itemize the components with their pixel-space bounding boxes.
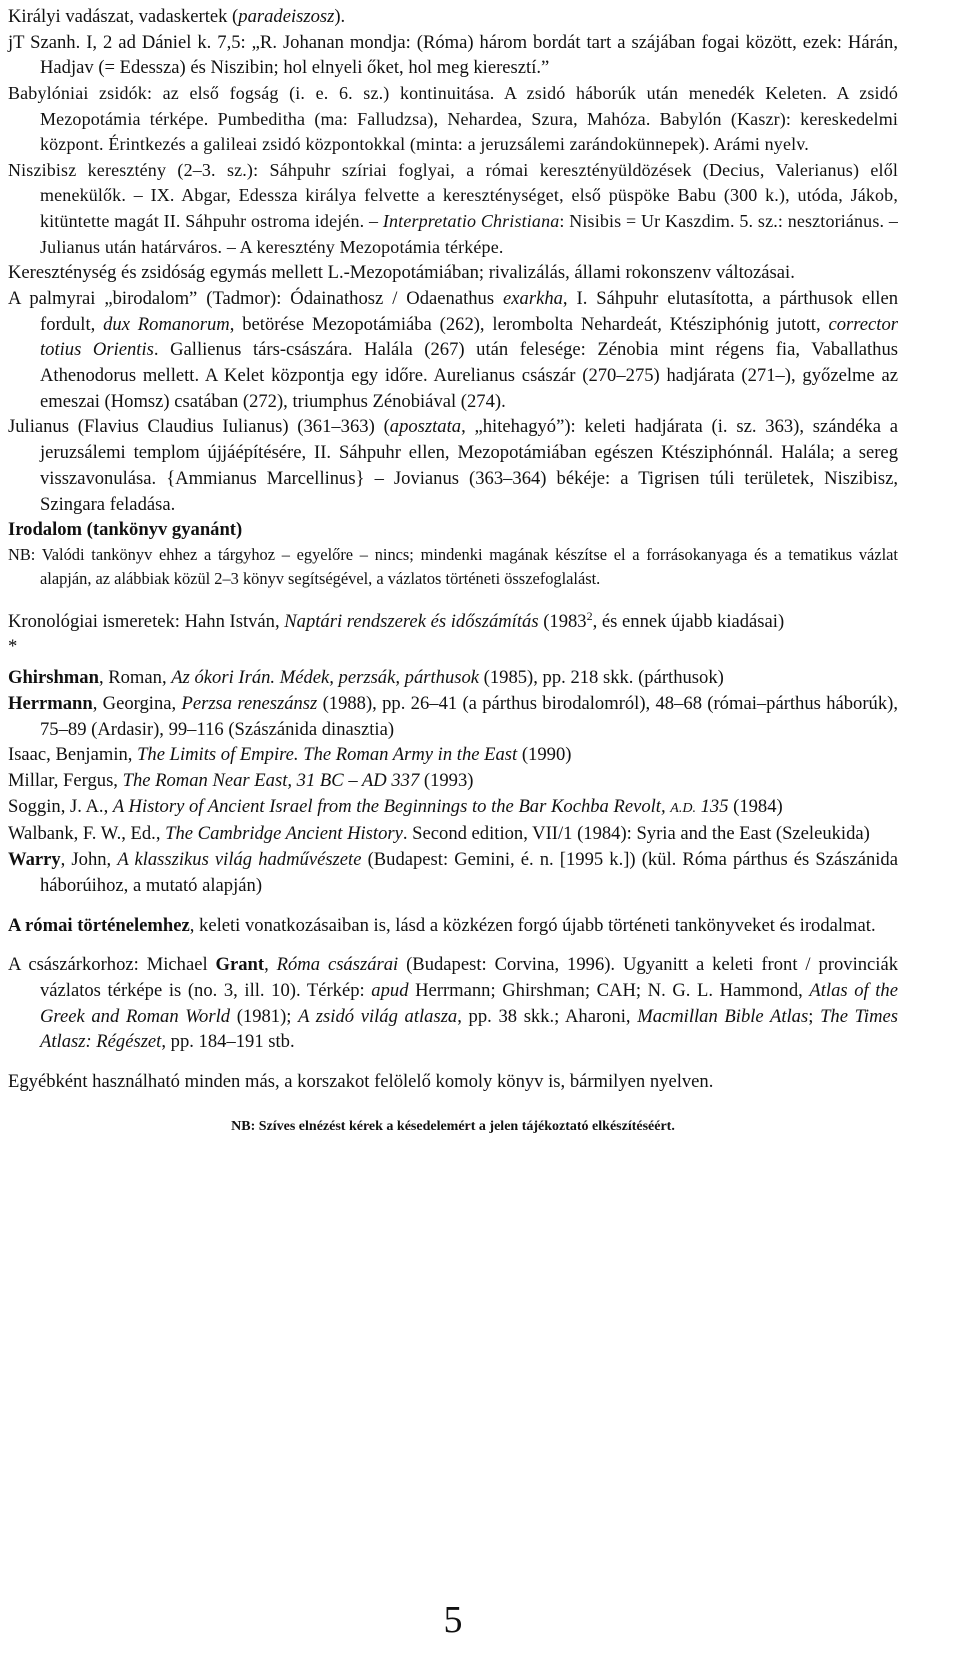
text: : Nisibis = Ur Kaszdim. 5. sz.: nesztoriánus. – Julianus után határváros. – A keresztény Mezopotámia térképe. [40,211,898,257]
reference-warry: Warry, John, A klasszikus világ hadművészete (Budapest: Gemini, é. n. [1995 k.]) (kül. Róma párthus és Szászánida háborúihoz, a mutató alapján) [8,849,898,896]
text: Királyi vadászat, vadaskertek ( [8,6,239,27]
italic-text: paradeiszosz [238,6,335,27]
reference-soggin: Soggin, J. A., A History of Ancient Israel from the Beginnings to the Bar Kochba Revolt, A.D. 135 (1984) [8,795,783,817]
reference-walbank: Walbank, F. W., Ed., The Cambridge Ancient History. Second edition, VII/1 (1984): Syria and the East (Szeleukida) [8,823,870,845]
literature-heading: Irodalom (tankönyv gyanánt) [8,519,243,541]
paragraph-vadaszat [8,4,898,30]
paragraph-keresztenyseg: Kereszténység és zsidóság egymás mellett L.-Mezopotámiában; rivalizálás, állami rokonszenv változásai. [8,262,795,284]
nb-note: NB: Valódi tankönyv ehhez a tárgyhoz – egyelőre – nincs; mindenki magának készítse el a forrásokanyaga és a tematikus vázlat alapján, az alábbiak közül 2–3 könyv segítségével, a vázlatos történeti összefoglalást. [8,545,898,588]
reference-ghirshman: Ghirshman, Roman, Az ókori Irán. Médek, perzsák, párthusok (1985), pp. 218 skk. (párthusok) [8,667,724,689]
paragraph-babyloniai: Babylóniai zsidók: az első fogság (i. e. 6. sz.) kontinuitása. A zsidó háborúk után menedék Keleten. A zsidó Mezopotámia térképe. Pumbeditha (ma: Falludzsa), Nehardea, Szura, Mahóza. Babylón (Kaszr): kereskedelmi központ. Érintkezés a galileai zsidó központokkal (minta: a jeruzsálemi zarándokünnepek). Arámi nyelv. [8,83,898,155]
paragraph-julianus: Julianus (Flavius Claudius Iulianus) (361–363) (aposztata, „hitehagyó”): keleti hadjárata (i. sz. 363), szándéka a jeruzsálemi templom újjáépítésére, II. Sáhpuhr ellen, Mezopotámiában egészen Ktésziphónnál. Halála; a sereg visszavonulása. {Ammianus Marcellinus} – Jovianus (363–364) békéje: a Tigrisen túli területek, Niszibisz, Szingara feladása. [8,416,898,515]
italic-text: Interpretatio Christiana [382,211,560,232]
paragraph-johanan: jT Szanh. I, 2 ad Dániel k. 7,5: „R. Johanan mondja: (Róma) három bordát tart a szájában fogai között, ezek: Hárán, Hadjav (= Edessza) és Niszibin; hol elnyeli őket, hol meg kieresztí.” [8,31,898,79]
paragraph-kronologia: Kronológiai ismeretek: Hahn István, Naptári rendszerek és időszámítás (1983$^2$, és ennek újabb kiadásai) [8,609,785,633]
reference-millar: Millar, Fergus, The Roman Near East, 31 BC – AD 337 (1993) [8,770,474,791]
paragraph-csaszarkor: A császárkorhoz: Michael Grant, Róma császárai (Budapest: Corvina, 1996). Ugyanitt a keleti front / provinciák vázlatos térképe is (no. 3, ill. 10). Térkép: apud Herrmann; Ghirshman; CAH; N. G. L. Hammond, Atlas of the Greek and Roman World (1981); A zsidó világ atlasza, pp. 38 skk.; Aharoni, Macmillan Bible Atlas; The Times Atlasz: Régészet, pp. 184–191 stb. [8,954,899,1053]
document-page [8,0,898,1135]
reference-isaac: Isaac, Benjamin, The Limits of Empire. The Roman Army in the East (1990) [8,744,572,766]
paragraph-romai: A római történelemhez, keleti vonatkozásaiban is, lásd a közkézen forgó újabb történeti tankönyveket és irodalmat. [8,914,876,936]
footnote-apology: NB: Szíves elnézést kérek a késedelemért a jelen tájékoztató elkészítéséért. [231,1118,675,1134]
paragraph-niszibisz [8,158,898,260]
paragraph-palmyra: A palmyrai „birodalom” (Tadmor): Ódainathosz / Odaenathus exarkha, I. Sáhpuhr elutasította, a párthusok ellen fordult, dux Romanorum, betörése Mezopotámiába (262), lerombolta Nehardeát, Ktésziphónig jutott, corrector totius Orientis. Gallienus társ-császára. Halála (267) után felesége: Zénobia mint régens fia, Vaballathus Athenodorus mellett. A Kelet központja egy időre. Aurelianus császár (270–275) hadjárata (271–), győzelme az emeszai (Homsz) csatában (272), triumphus Zénobiával (274). [8,287,899,412]
paragraph-egyebkent: Egyébként használható minden más, a korszakot felölelő komoly könyv is, bármilyen nyelven. [8,1071,714,1093]
page-number: 5 [443,1599,463,1641]
star-separator: * [8,636,18,658]
text: Niszibisz keresztény (2–3. sz.): Sáhpuhr szíriai foglyai, a római keresztényüldözések (Decius, Valerianus) elől menekülők. – IX. Abgar, Edessza királya felvette a kereszténységet, első püspöke Babu (300 k.), utóda, Jákob, kitüntette magát II. Sáhpuhr ostroma idején. – [8,159,898,232]
reference-herrmann: Herrmann, Georgina, Perzsa reneszánsz (1988), pp. 26–41 (a párthus birodalomról), 48–68 (római–párthus háborúk), 75–89 (Ardasir), 99–116 (Szászánida dinasztia) [8,692,898,740]
text: ). [334,6,346,27]
